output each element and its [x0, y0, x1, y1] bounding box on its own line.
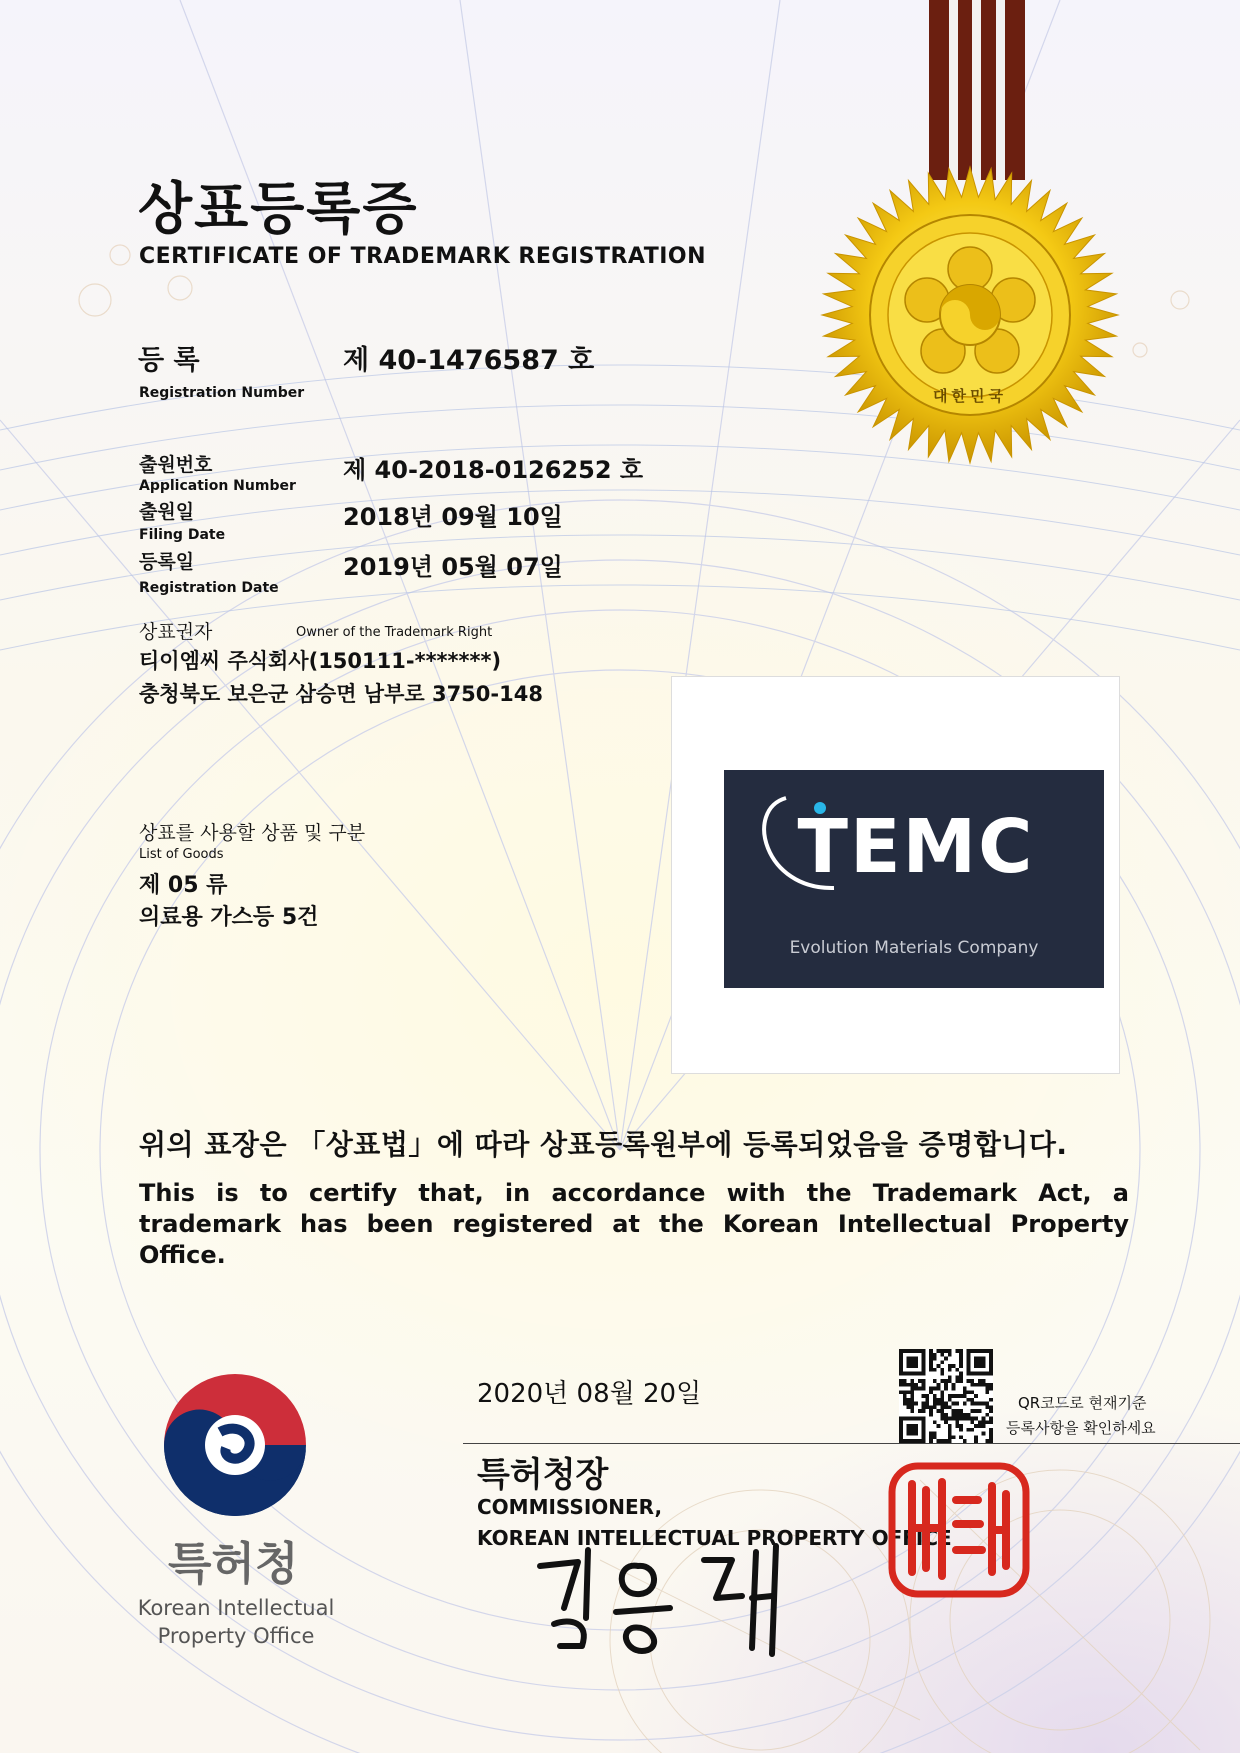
application-number-value: 제 40-2018-0126252 호 [343, 456, 644, 484]
handwritten-signature [520, 1538, 820, 1658]
certificate-title-korean: 상표등록증 [138, 177, 419, 242]
qr-caption-line-1: QR코드로 현재기준 [1018, 1394, 1147, 1412]
registration-date-value: 2019년 05월 07일 [343, 553, 563, 581]
application-number-label-english: Application Number [139, 478, 296, 494]
issue-date: 2020년 08월 20일 [477, 1379, 702, 1409]
temc-logo-graphic [724, 770, 1104, 988]
owner-name: 티이엠씨 주식회사(150111-*******) [139, 649, 502, 673]
qr-caption-line-2: 등록사항을 확인하세요 [1006, 1419, 1156, 1437]
owner-address: 충청북도 보은군 삼승면 남부로 3750-148 [139, 682, 543, 706]
goods-label-korean: 상표를 사용할 상품 및 구분 [139, 822, 366, 844]
temc-logo [724, 770, 1104, 988]
gold-medal-seal [820, 165, 1120, 465]
owner-label-english: Owner of the Trademark Right [296, 625, 493, 640]
goods-label-english: List of Goods [139, 847, 224, 862]
qr-code[interactable] [899, 1349, 993, 1443]
kipo-name-korean: 특허청 [168, 1537, 299, 1590]
svg-text:대한민국: 대한민국 [933, 387, 1007, 405]
filing-date-value: 2018년 09월 10일 [343, 503, 563, 531]
commissioner-title-korean: 특허청장 [477, 1455, 609, 1495]
registration-label-english: Registration Number [139, 385, 305, 401]
goods-class: 제 05 류 [139, 873, 228, 898]
filing-date-label-english: Filing Date [139, 527, 226, 543]
temc-tagline: Evolution Materials Company [789, 938, 1039, 958]
certificate-title-english: CERTIFICATE OF TRADEMARK REGISTRATION [139, 244, 707, 269]
ribbon-decoration [929, 0, 1025, 180]
trademark-image-frame [671, 676, 1120, 1074]
goods-description: 의료용 가스등 5건 [139, 905, 319, 930]
filing-date-label-korean: 출원일 [139, 501, 195, 523]
owner-label-korean: 상표권자 [139, 621, 213, 643]
commissioner-title-english-line-2: KOREAN INTELLECTUAL PROPERTY OFFICE [477, 1526, 952, 1550]
certification-statement-korean: 위의 표장은 「상표법」에 따라 상표등록원부에 등록되었음을 증명합니다. [139, 1128, 1068, 1161]
registration-number-value: 제 40-1476587 호 [343, 345, 595, 376]
registration-label-korean: 등 록 [138, 345, 200, 376]
signature-divider [463, 1443, 1240, 1444]
kipo-taegeuk-logo [160, 1370, 310, 1520]
official-red-stamp [886, 1460, 1032, 1600]
temc-wordmark: TEMC [797, 804, 1035, 890]
registration-date-label-korean: 등록일 [139, 551, 195, 573]
application-number-label-korean: 출원번호 [139, 454, 213, 476]
kipo-name-english: Korean Intellectual Property Office [137, 1596, 335, 1648]
commissioner-title-english-line-1: COMMISSIONER, [477, 1495, 663, 1519]
registration-date-label-english: Registration Date [139, 580, 279, 596]
certification-statement-english: This is to certify that, in accordance with the Trademark Act, a trademark has been registered at the Korean Intellectual Property Office. [139, 1179, 1129, 1269]
